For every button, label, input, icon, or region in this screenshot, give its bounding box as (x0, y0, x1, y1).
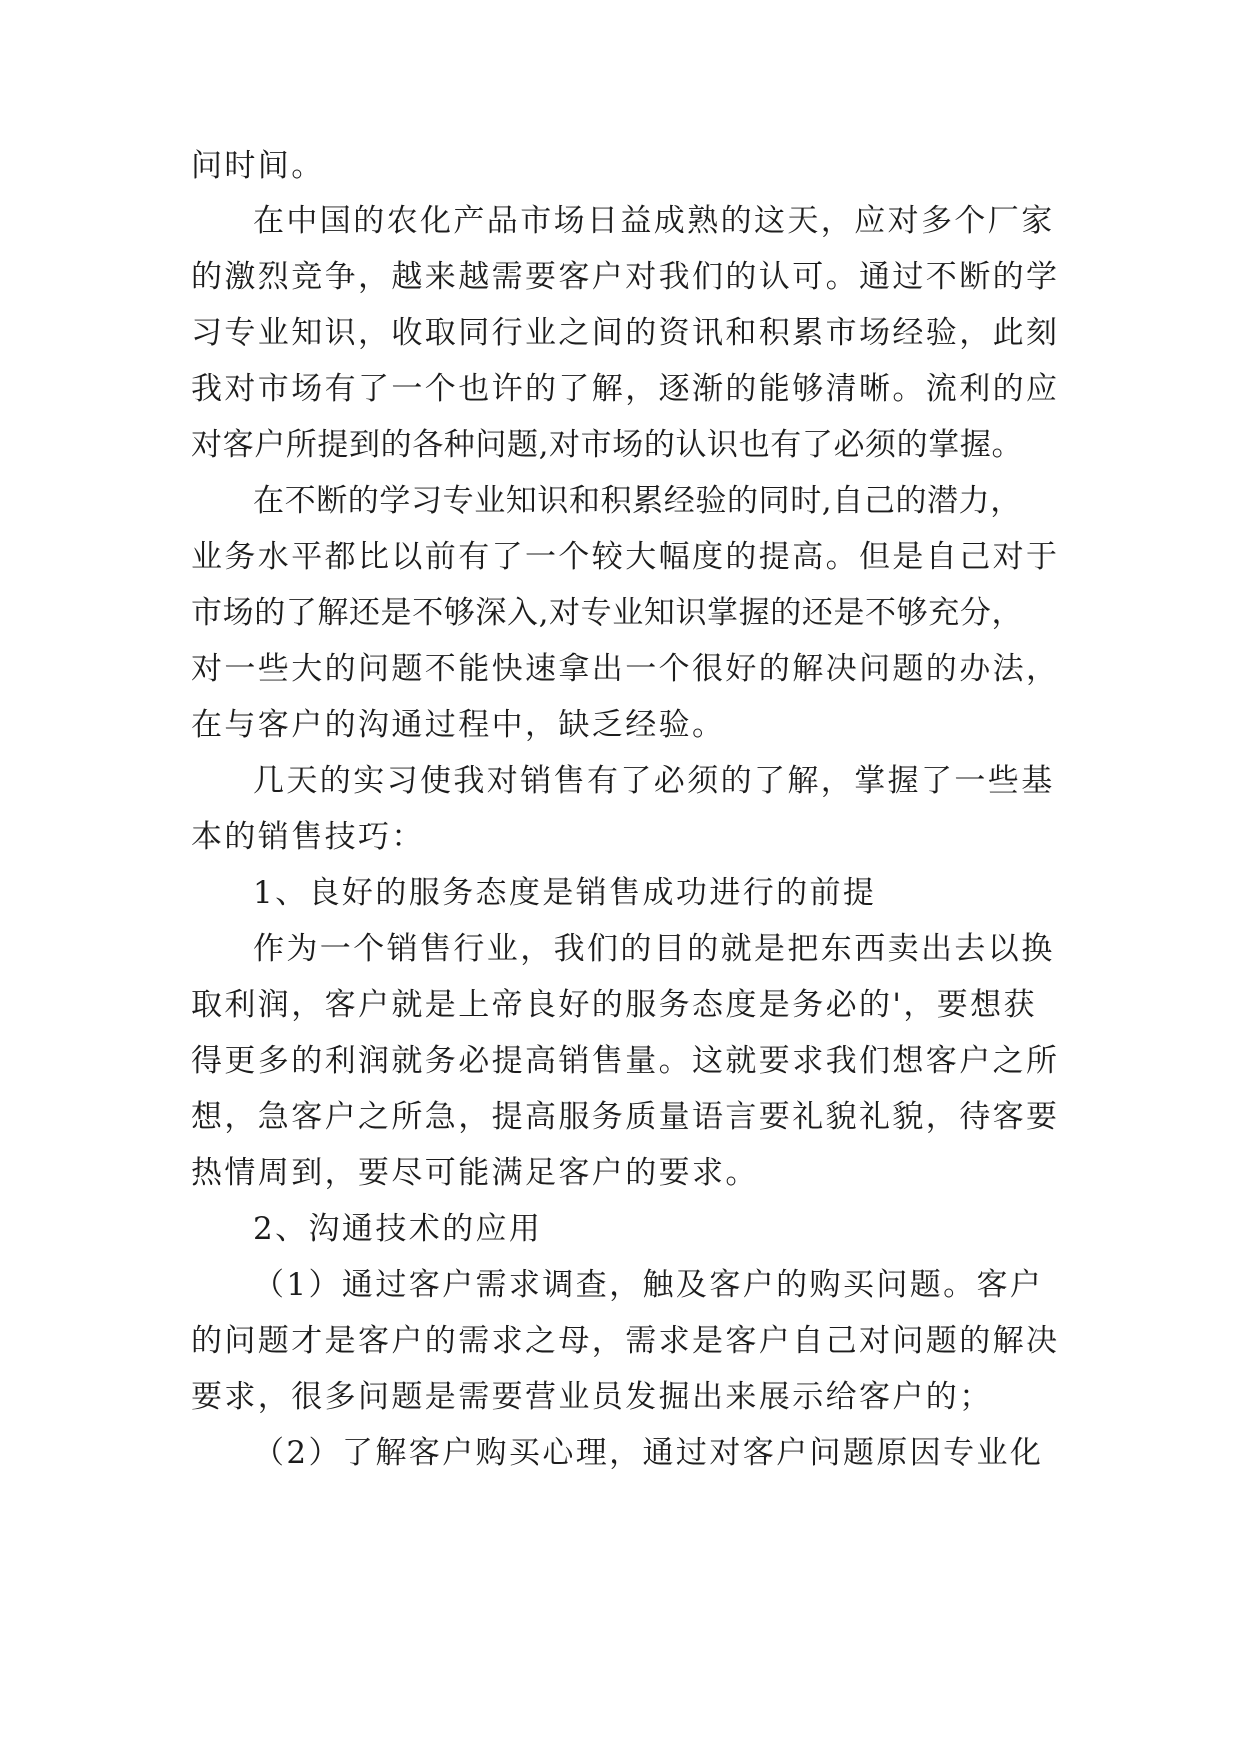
text-line-4: 习专业知识，收取同行业之间的资讯和积累市场经验，此刻 (191, 315, 1060, 351)
text-line-10: 对一些大的问题不能快速拿出一个很好的解决问题的办法， (191, 651, 1060, 687)
text-line-11: 在与客户的沟通过程中，缺乏经验。 (191, 707, 726, 743)
text-line-8: 业务水平都比以前有了一个较大幅度的提高。但是自己对于 (191, 539, 1060, 575)
text-line-9: 市场的了解还是不够深入,对专业知识掌握的还是不够充分， (191, 595, 1024, 631)
text-line-12: 几天的实习使我对销售有了必须的了解，掌握了一些基 (253, 763, 1055, 799)
text-line-19: 热情周到，要尽可能满足客户的要求。 (191, 1155, 759, 1191)
text-line-17: 得更多的利润就务必提高销售量。这就要求我们想客户之所 (191, 1043, 1060, 1079)
text-line-22: 的问题才是客户的需求之母，需求是客户自己对问题的解决 (191, 1323, 1060, 1359)
document-page (191, 0, 1060, 1754)
text-line-1: 问时间。 (191, 148, 325, 184)
text-line-18: 想，急客户之所急，提高服务质量语言要礼貌礼貌，待客要 (191, 1099, 1060, 1135)
text-line-7: 在不断的学习专业知识和积累经验的同时,自己的潜力， (253, 483, 1022, 519)
text-line-16: 取利润，客户就是上帝良好的服务态度是务必的'，要想获 (191, 987, 1037, 1023)
text-line-15: 作为一个销售行业，我们的目的就是把东西卖出去以换 (253, 931, 1055, 967)
text-line-13: 本的销售技巧： (191, 819, 425, 855)
text-line-20: 2、沟通技术的应用 (253, 1211, 543, 1247)
text-line-2: 在中国的农化产品市场日益成熟的这天，应对多个厂家 (253, 203, 1055, 239)
text-line-3: 的激烈竞争，越来越需要客户对我们的认可。通过不断的学 (191, 259, 1060, 295)
text-line-6: 对客户所提到的各种问题,对市场的认识也有了必须的掌握。 (191, 427, 1024, 463)
text-line-24: （2）了解客户购买心理，通过对客户问题原因专业化 (253, 1435, 1044, 1471)
text-line-21: （1）通过客户需求调查，触及客户的购买问题。客户 (253, 1267, 1044, 1303)
text-line-23: 要求，很多问题是需要营业员发掘出来展示给客户的； (191, 1379, 993, 1415)
text-line-14: 1、良好的服务态度是销售成功进行的前提 (253, 875, 877, 911)
text-line-5: 我对市场有了一个也许的了解，逐渐的能够清晰。流利的应 (191, 371, 1060, 407)
